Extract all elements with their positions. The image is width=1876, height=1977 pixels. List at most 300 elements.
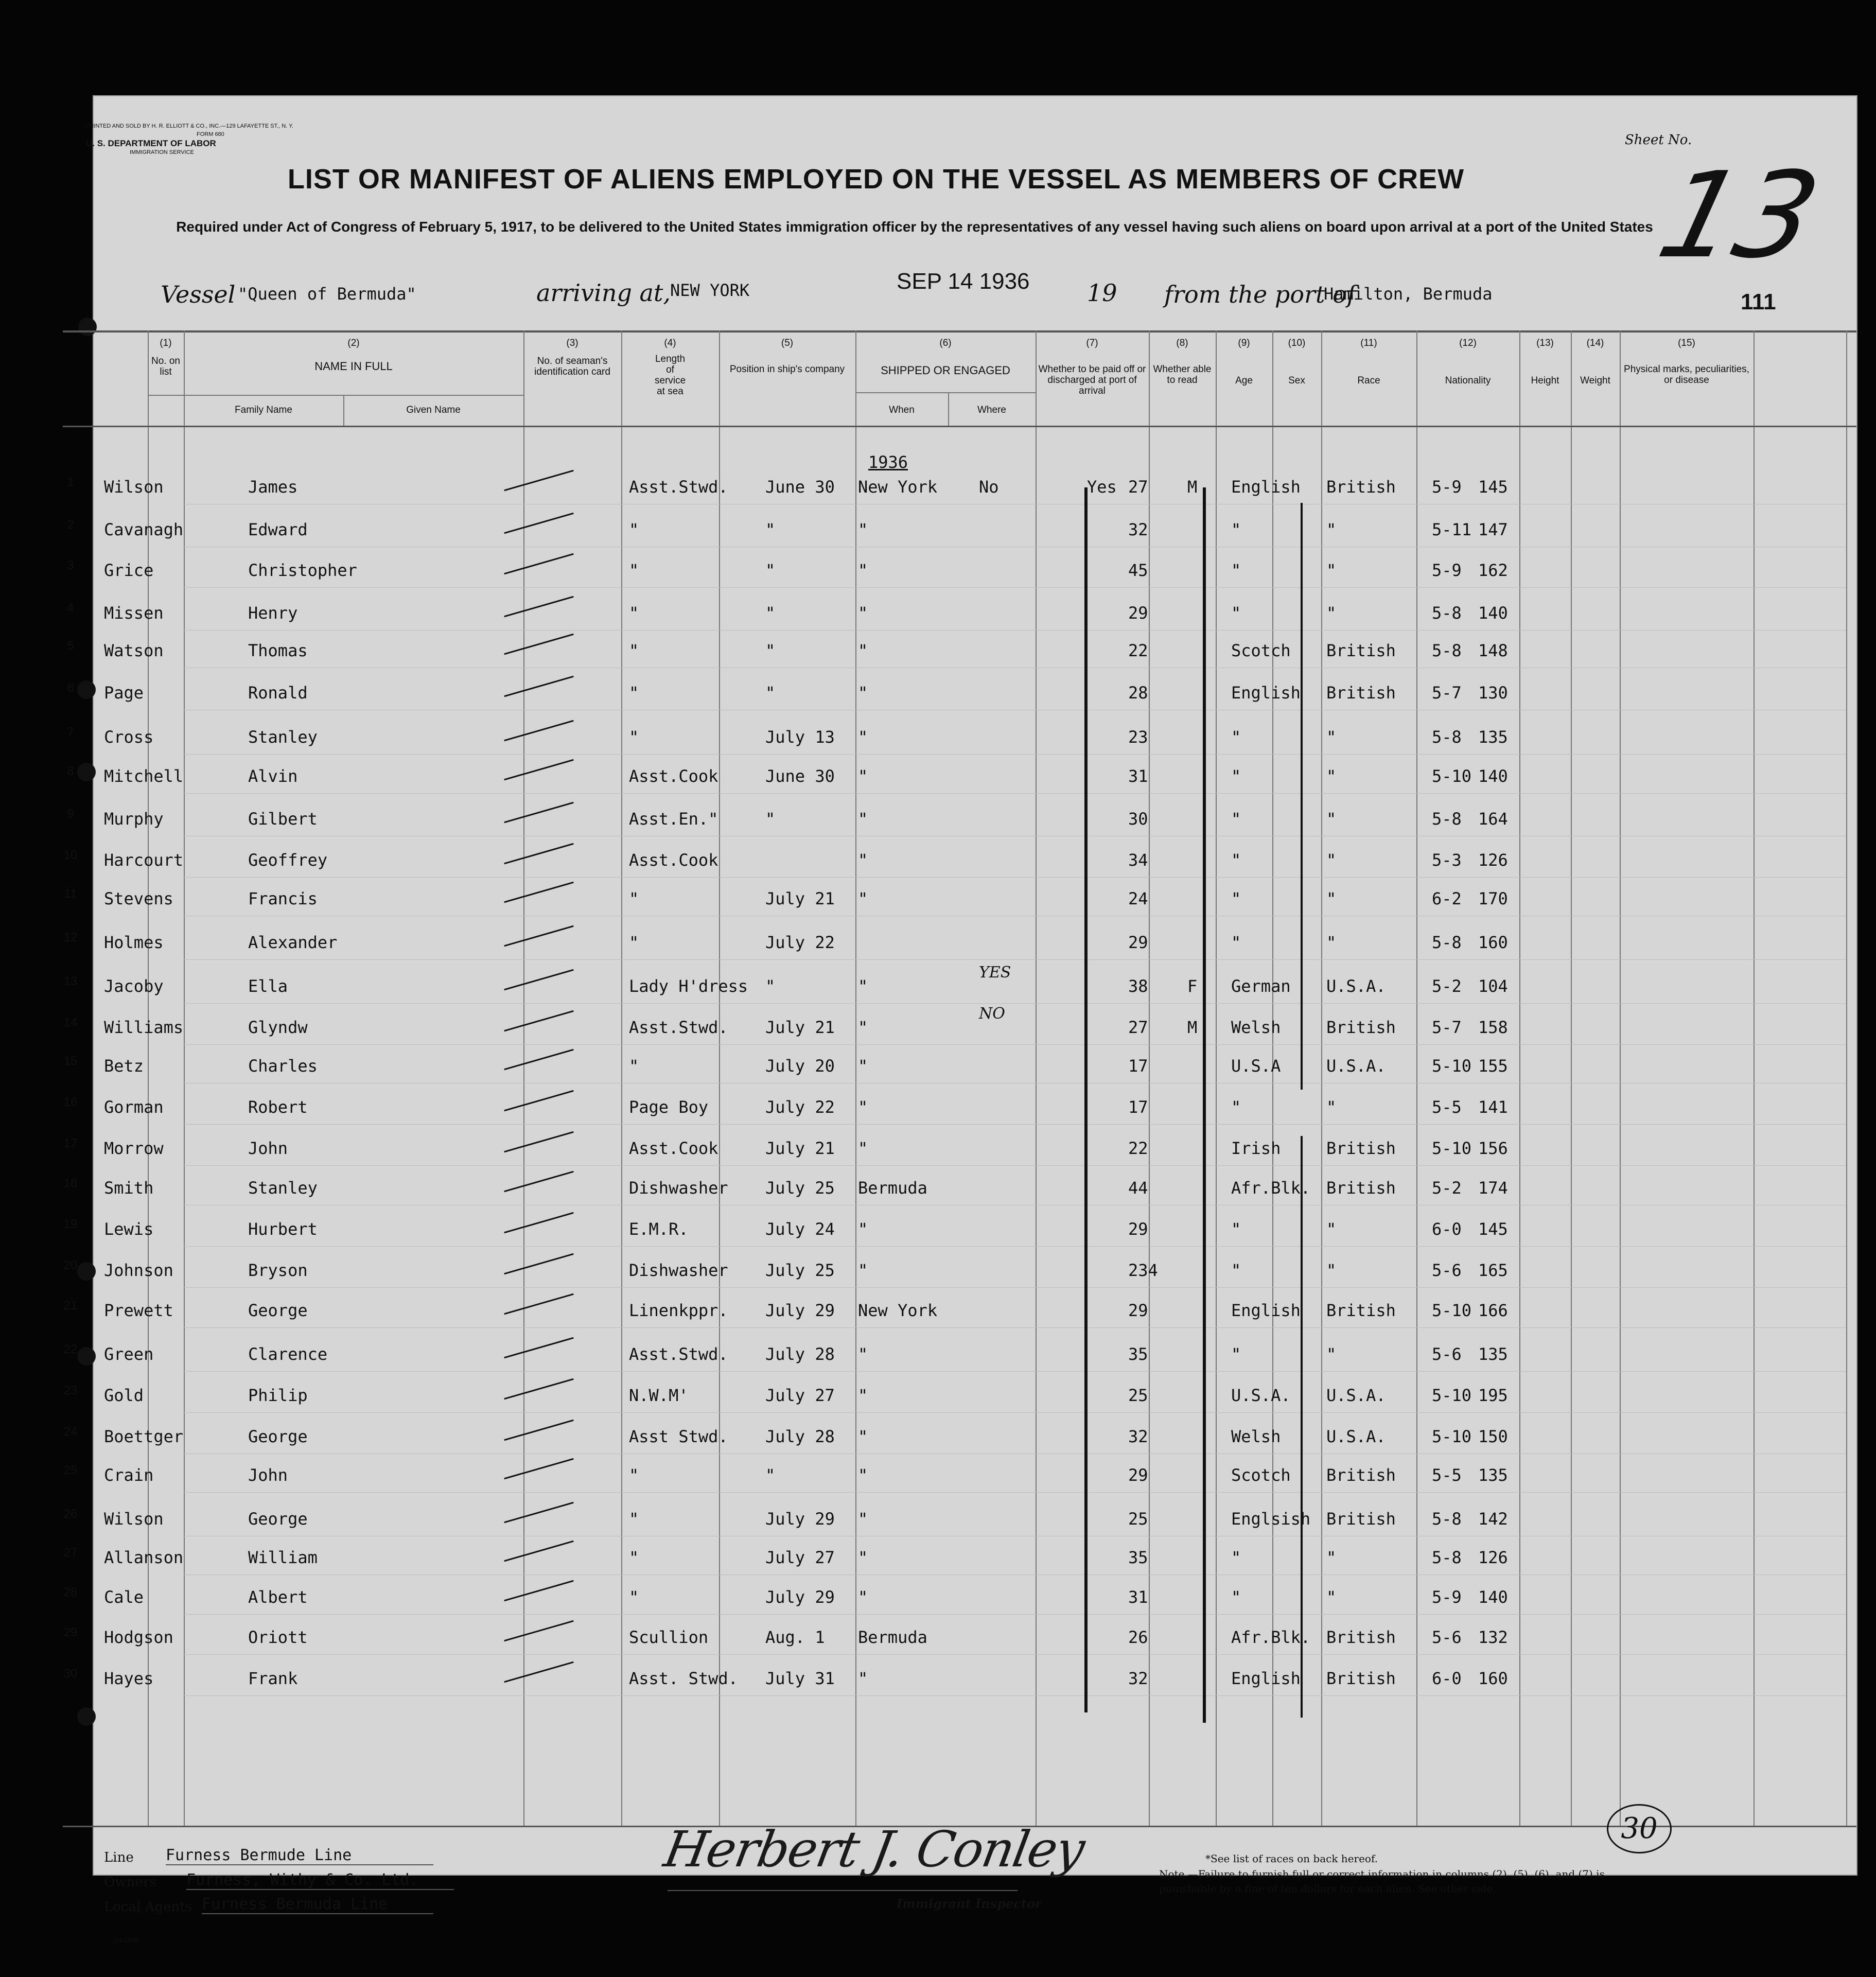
col-line bbox=[855, 330, 856, 1826]
cell-given: George bbox=[248, 1427, 308, 1446]
check-mark bbox=[504, 470, 573, 491]
cell-race: Welsh bbox=[1231, 1427, 1281, 1446]
top-rule bbox=[63, 330, 1856, 333]
check-mark bbox=[504, 513, 573, 534]
col-line bbox=[1321, 330, 1322, 1826]
cell-weight: 142 bbox=[1478, 1509, 1508, 1529]
check-mark bbox=[504, 1010, 573, 1031]
cell-age: 29 bbox=[1128, 603, 1148, 623]
cell-no: 7 bbox=[67, 725, 74, 739]
cell-where: " bbox=[858, 1097, 868, 1117]
cell-no: 12 bbox=[63, 931, 78, 944]
cell-race: " bbox=[1231, 889, 1241, 908]
col-line bbox=[1620, 330, 1621, 1826]
cell-position: " bbox=[629, 727, 639, 747]
cell-no: 10 bbox=[63, 848, 78, 862]
cell-no: 17 bbox=[63, 1136, 78, 1150]
cell-when: July 22 bbox=[765, 1097, 835, 1117]
cell-position: " bbox=[629, 889, 639, 908]
form-code: 14-1840 bbox=[114, 1936, 139, 1944]
penalty-note: Note.—Failure to furnish full or correct information in columns (2), (5), (6), and (7) is punishable by a fine of ten dollars for each alien. See other side. bbox=[1159, 1868, 1605, 1895]
cell-where: " bbox=[858, 1548, 868, 1567]
col2-header: (2) NAME IN FULL bbox=[314, 338, 393, 373]
col-line bbox=[1149, 330, 1150, 1826]
cell-age: 38 bbox=[1128, 976, 1148, 996]
port-label: from the port of bbox=[1164, 281, 1356, 308]
sex-ditto-line bbox=[1301, 1136, 1303, 1718]
when-header: When bbox=[889, 405, 915, 415]
cell-weight: 135 bbox=[1478, 1344, 1508, 1364]
cell-age: 27 bbox=[1128, 477, 1148, 497]
cell-race: Scotch bbox=[1231, 1465, 1291, 1485]
cell-where: " bbox=[858, 1018, 868, 1037]
cell-height: 5-9 bbox=[1432, 1587, 1462, 1607]
cell-when: July 27 bbox=[765, 1386, 835, 1405]
cell-nat: British bbox=[1326, 1465, 1396, 1485]
punch-hole bbox=[77, 1707, 96, 1726]
check-mark bbox=[504, 1049, 573, 1070]
agents-label: Local Agents bbox=[104, 1899, 192, 1915]
arriving-port: NEW YORK bbox=[670, 281, 750, 300]
col-line bbox=[1519, 330, 1520, 1826]
cell-position: E.M.R. bbox=[629, 1219, 689, 1239]
cell-position: Dishwasher bbox=[629, 1261, 728, 1280]
cell-position: Lady H'dress bbox=[629, 976, 748, 996]
subtitle: Required under Act of Congress of February 5, 1917, to be delivered to the United States immigration officer by the representatives of any vessel having such aliens on board upon arrival at a port of the United States bbox=[176, 219, 1653, 235]
cell-when: July 25 bbox=[765, 1178, 835, 1198]
cell-weight: 165 bbox=[1478, 1261, 1508, 1280]
cell-height: 5-6 bbox=[1432, 1261, 1462, 1280]
check-mark bbox=[504, 925, 573, 947]
cell-weight: 156 bbox=[1478, 1139, 1508, 1158]
row-rule bbox=[184, 1412, 1846, 1413]
row-rule bbox=[184, 1574, 1846, 1575]
cell-no: 11 bbox=[64, 887, 77, 901]
cell-age: 34 bbox=[1128, 850, 1148, 870]
cell-where: " bbox=[858, 561, 868, 580]
cell-family: Stevens bbox=[104, 889, 173, 908]
cell-age: 29 bbox=[1128, 933, 1148, 952]
col-line bbox=[1846, 330, 1847, 1826]
cell-family: Gorman bbox=[104, 1097, 164, 1117]
cell-position: N.W.M' bbox=[629, 1386, 689, 1405]
cell-position: " bbox=[629, 641, 639, 660]
row-rule bbox=[184, 1044, 1846, 1045]
shipped-subheader-line bbox=[855, 392, 1036, 393]
col10-header: (10) Sex bbox=[1288, 338, 1306, 386]
cell-height: 5-10 bbox=[1432, 1427, 1472, 1446]
cell-where: " bbox=[858, 766, 868, 786]
cell-weight: 140 bbox=[1478, 603, 1508, 623]
cell-when: July 20 bbox=[765, 1056, 835, 1076]
cell-no: 9 bbox=[67, 807, 74, 821]
check-mark bbox=[504, 1337, 573, 1358]
cell-no: 19 bbox=[63, 1217, 78, 1231]
col-line bbox=[523, 330, 524, 1826]
cell-family: Crain bbox=[104, 1465, 154, 1485]
name-subheader-line bbox=[148, 395, 523, 396]
cell-family: Allanson bbox=[104, 1548, 184, 1567]
cell-given: Gilbert bbox=[248, 809, 318, 829]
row-rule bbox=[184, 1492, 1846, 1493]
cell-family: Green bbox=[104, 1344, 154, 1364]
cell-weight: 162 bbox=[1478, 561, 1508, 580]
cell-given: Clarence bbox=[248, 1344, 328, 1364]
cell-race: Afr.Blk. bbox=[1231, 1178, 1311, 1198]
cell-family: Grice bbox=[104, 561, 154, 580]
cell-weight: 126 bbox=[1478, 850, 1508, 870]
col-line bbox=[1571, 330, 1572, 1826]
col-line bbox=[1036, 330, 1037, 1826]
col11-header: (11) Race bbox=[1357, 338, 1380, 386]
cell-when: June 30 bbox=[765, 766, 835, 786]
cell-position: " bbox=[629, 1509, 639, 1529]
cell-when: July 29 bbox=[765, 1587, 835, 1607]
cell-age: 29 bbox=[1128, 1301, 1148, 1320]
cell-weight: 140 bbox=[1478, 766, 1508, 786]
cell-weight: 158 bbox=[1478, 1018, 1508, 1037]
cell-height: 5-9 bbox=[1432, 477, 1462, 497]
owners-label: Owners bbox=[104, 1875, 156, 1890]
cell-where: " bbox=[858, 603, 868, 623]
cell-when: " bbox=[765, 809, 776, 829]
cell-given: Hurbert bbox=[248, 1219, 318, 1239]
cell-position: " bbox=[629, 1056, 639, 1076]
circled-count: 30 bbox=[1607, 1804, 1672, 1853]
col-line bbox=[1416, 330, 1417, 1826]
cell-where: " bbox=[858, 1669, 868, 1688]
cell-nat: British bbox=[1326, 1628, 1396, 1647]
row-rule bbox=[184, 754, 1846, 755]
cell-when: " bbox=[765, 561, 776, 580]
check-mark bbox=[504, 1580, 573, 1601]
col-line bbox=[184, 330, 185, 1826]
cell-position: " bbox=[629, 603, 639, 623]
cell-position: " bbox=[629, 1465, 639, 1485]
cell-height: 5-8 bbox=[1432, 1509, 1462, 1529]
cell-weight: 141 bbox=[1478, 1097, 1508, 1117]
cell-no: 29 bbox=[63, 1625, 78, 1639]
cell-nat: British bbox=[1326, 641, 1396, 660]
page-title: LIST OR MANIFEST OF ALIENS EMPLOYED ON THE VESSEL AS MEMBERS OF CREW bbox=[287, 164, 1465, 195]
cell-where: " bbox=[858, 1344, 868, 1364]
year-note: 1936 bbox=[868, 452, 908, 472]
cell-where: " bbox=[858, 1139, 868, 1158]
row-rule bbox=[184, 1327, 1846, 1328]
cell-height: 6-0 bbox=[1432, 1669, 1462, 1688]
cell-age: 30 bbox=[1128, 809, 1148, 829]
cell-sex: M bbox=[1187, 1018, 1198, 1037]
cell-nat: British bbox=[1326, 1018, 1396, 1037]
service: IMMIGRATION SERVICE bbox=[130, 149, 194, 155]
check-mark bbox=[504, 1620, 573, 1641]
check-mark bbox=[504, 1661, 573, 1683]
cell-family: Watson bbox=[104, 641, 164, 660]
cell-height: 5-5 bbox=[1432, 1465, 1462, 1485]
check-mark bbox=[504, 1293, 573, 1315]
cell-race: " bbox=[1231, 561, 1241, 580]
cell-given: Charles bbox=[248, 1056, 318, 1076]
cell-family: Cross bbox=[104, 727, 154, 747]
row-rule bbox=[184, 1003, 1846, 1004]
cell-position: " bbox=[629, 561, 639, 580]
check-mark bbox=[504, 596, 573, 617]
agents-value: Furness Bermuda Line bbox=[202, 1895, 433, 1914]
cell-sex: M bbox=[1187, 477, 1198, 497]
cell-family: Cale bbox=[104, 1587, 144, 1607]
cell-no: 2 bbox=[67, 518, 74, 532]
cell-position: " bbox=[629, 683, 639, 703]
cell-family: Murphy bbox=[104, 809, 164, 829]
cell-where: " bbox=[858, 1427, 868, 1446]
cell-when: July 21 bbox=[765, 1018, 835, 1037]
cell-position: Asst.Cook bbox=[629, 850, 718, 870]
cell-given: William bbox=[248, 1548, 318, 1567]
cell-race: " bbox=[1231, 1587, 1241, 1607]
col-line bbox=[1216, 330, 1217, 1826]
cell-when: " bbox=[765, 520, 776, 539]
handwritten-sheet-number: 13 bbox=[1646, 147, 1832, 285]
cell-family: Morrow bbox=[104, 1139, 164, 1158]
cell-no: 6 bbox=[67, 681, 74, 695]
cell-given: Geoffrey bbox=[248, 850, 328, 870]
cell-family: Boettger bbox=[104, 1427, 184, 1446]
page-reference: 111 bbox=[1741, 289, 1776, 314]
cell-height: 5-8 bbox=[1432, 641, 1462, 660]
cell-race: Afr.Blk. bbox=[1231, 1628, 1311, 1647]
sex-ditto-line bbox=[1301, 503, 1303, 1090]
check-mark bbox=[504, 634, 573, 655]
printer-line: PRINTED AND SOLD BY H. R. ELLIOTT & CO., INC.—129 LAFAYETTE ST., N. Y. bbox=[86, 123, 294, 129]
cell-nat: U.S.A. bbox=[1326, 976, 1386, 996]
cell-no: 30 bbox=[63, 1667, 78, 1681]
cell-age: 45 bbox=[1128, 561, 1148, 580]
cell-position: Scullion bbox=[629, 1628, 709, 1647]
cell-no: 5 bbox=[67, 639, 74, 653]
cell-given: Glyndw bbox=[248, 1018, 308, 1037]
cell-age: 26 bbox=[1128, 1628, 1148, 1647]
cell-weight: 174 bbox=[1478, 1178, 1508, 1198]
cell-where: " bbox=[858, 1587, 868, 1607]
cell-read: Yes bbox=[1087, 477, 1117, 497]
check-mark bbox=[504, 720, 573, 741]
cell-no: 14 bbox=[63, 1016, 78, 1029]
cell-race: " bbox=[1231, 1548, 1241, 1567]
cell-age: 22 bbox=[1128, 641, 1148, 660]
col-line bbox=[719, 330, 720, 1826]
cell-nat: " bbox=[1326, 1548, 1337, 1567]
cell-height: 5-9 bbox=[1432, 561, 1462, 580]
cell-no: 24 bbox=[63, 1425, 78, 1439]
row-rule bbox=[184, 1246, 1846, 1247]
cell-no: 21 bbox=[63, 1299, 78, 1313]
cell-when: July 31 bbox=[765, 1669, 835, 1688]
cell-position: Asst.En." bbox=[629, 809, 718, 829]
cell-where: New York bbox=[858, 477, 938, 497]
cell-given: Edward bbox=[248, 520, 308, 539]
col-line bbox=[148, 330, 149, 1826]
cell-position: " bbox=[629, 933, 639, 952]
cell-age: 22 bbox=[1128, 1139, 1148, 1158]
cell-height: 5-10 bbox=[1432, 1386, 1472, 1405]
cell-age: 29 bbox=[1128, 1219, 1148, 1239]
cell-when: June 30 bbox=[765, 477, 835, 497]
header-bottom-rule bbox=[63, 426, 1856, 427]
cell-age: 31 bbox=[1128, 1587, 1148, 1607]
cell-where: " bbox=[858, 1056, 868, 1076]
cell-weight: 166 bbox=[1478, 1301, 1508, 1320]
col6-header: (6) SHIPPED OR ENGAGED bbox=[881, 338, 1010, 377]
check-mark bbox=[504, 759, 573, 780]
cell-when: " bbox=[765, 683, 776, 703]
cell-race: Welsh bbox=[1231, 1018, 1281, 1037]
cell-given: Christopher bbox=[248, 561, 357, 580]
cell-weight: 145 bbox=[1478, 1219, 1508, 1239]
cell-where: " bbox=[858, 1509, 868, 1529]
cell-nat: U.S.A. bbox=[1326, 1056, 1386, 1076]
cell-weight: 170 bbox=[1478, 889, 1508, 908]
cell-race: U.S.A bbox=[1231, 1056, 1281, 1076]
cell-age: 234 bbox=[1128, 1261, 1158, 1280]
check-mark bbox=[504, 1502, 573, 1523]
arriving-label: arriving at, bbox=[536, 279, 671, 307]
cell-position: Asst.Stwd. bbox=[629, 1344, 728, 1364]
check-mark bbox=[504, 676, 573, 697]
cell-given: Francis bbox=[248, 889, 318, 908]
cell-age: 29 bbox=[1128, 1465, 1148, 1485]
cell-nat: " bbox=[1326, 850, 1337, 870]
cell-height: 5-5 bbox=[1432, 1097, 1462, 1117]
cell-race: " bbox=[1231, 1219, 1241, 1239]
cell-age: 27 bbox=[1128, 1018, 1148, 1037]
cell-weight: 130 bbox=[1478, 683, 1508, 703]
row-rule bbox=[184, 1695, 1846, 1696]
cell-position: Dishwasher bbox=[629, 1178, 728, 1198]
cell-paid: NO bbox=[979, 1005, 1005, 1023]
col13-header: (13) Height bbox=[1531, 338, 1559, 386]
cell-no: 1 bbox=[67, 475, 74, 489]
cell-age: 32 bbox=[1128, 1669, 1148, 1688]
cell-age: 17 bbox=[1128, 1056, 1148, 1076]
owners-value: Furness, Withy & Co. Ltd. bbox=[186, 1871, 454, 1890]
cell-given: John bbox=[248, 1465, 288, 1485]
cell-when: July 13 bbox=[765, 727, 835, 747]
cell-weight: 160 bbox=[1478, 1669, 1508, 1688]
paid-ditto-line bbox=[1084, 487, 1088, 1712]
row-rule bbox=[184, 1287, 1846, 1288]
cell-no: 27 bbox=[63, 1546, 78, 1560]
cell-age: 25 bbox=[1128, 1509, 1148, 1529]
cell-nat: British bbox=[1326, 1669, 1396, 1688]
cell-age: 31 bbox=[1128, 766, 1148, 786]
cell-where: " bbox=[858, 683, 868, 703]
cell-height: 5-10 bbox=[1432, 766, 1472, 786]
cell-given: Frank bbox=[248, 1669, 298, 1688]
cell-family: Page bbox=[104, 683, 144, 703]
cell-when: July 29 bbox=[765, 1301, 835, 1320]
check-mark bbox=[504, 969, 573, 990]
cell-paid: No bbox=[979, 477, 999, 497]
cell-age: 24 bbox=[1128, 889, 1148, 908]
cell-age: 35 bbox=[1128, 1548, 1148, 1567]
row-rule bbox=[184, 877, 1846, 878]
inspector-label: Immigrant Inspector bbox=[897, 1896, 1042, 1911]
cell-when: July 27 bbox=[765, 1548, 835, 1567]
cell-family: Smith bbox=[104, 1178, 154, 1198]
check-mark bbox=[504, 802, 573, 823]
col14-header: (14) Weight bbox=[1580, 338, 1610, 386]
cell-given: Bryson bbox=[248, 1261, 308, 1280]
vessel-name: "Queen of Bermuda" bbox=[238, 284, 416, 304]
cell-given: George bbox=[248, 1301, 308, 1320]
cell-position: Asst.Stwd. bbox=[629, 477, 728, 497]
cell-nat: " bbox=[1326, 889, 1337, 908]
cell-given: Ronald bbox=[248, 683, 308, 703]
check-mark bbox=[504, 843, 573, 864]
cell-nat: U.S.A. bbox=[1326, 1386, 1386, 1405]
col-line bbox=[1272, 330, 1273, 1826]
cell-height: 5-8 bbox=[1432, 1548, 1462, 1567]
cell-where: " bbox=[858, 1261, 868, 1280]
cell-nat: " bbox=[1326, 520, 1337, 539]
cell-when: " bbox=[765, 1465, 776, 1485]
cell-weight: 150 bbox=[1478, 1427, 1508, 1446]
cell-where: Bermuda bbox=[858, 1628, 927, 1647]
cell-when: July 28 bbox=[765, 1344, 835, 1364]
date-stamp: SEP 14 1936 bbox=[897, 269, 1030, 294]
cell-race: " bbox=[1231, 1097, 1241, 1117]
cell-no: 3 bbox=[67, 558, 74, 572]
cell-family: Betz bbox=[104, 1056, 144, 1076]
cell-when: July 28 bbox=[765, 1427, 835, 1446]
cell-race: " bbox=[1231, 603, 1241, 623]
cell-height: 6-2 bbox=[1432, 889, 1462, 908]
cell-family: Hodgson bbox=[104, 1628, 173, 1647]
cell-given: Philip bbox=[248, 1386, 308, 1405]
cell-no: 8 bbox=[67, 764, 74, 778]
cell-given: Oriott bbox=[248, 1628, 308, 1647]
row-rule bbox=[184, 630, 1846, 631]
read-ditto-line bbox=[1203, 487, 1206, 1723]
cell-nat: British bbox=[1326, 683, 1396, 703]
row-rule bbox=[184, 587, 1846, 588]
cell-family: Gold bbox=[104, 1386, 144, 1405]
cell-height: 5-8 bbox=[1432, 727, 1462, 747]
race-note: *See list of races on back hereof. bbox=[1205, 1852, 1378, 1865]
where-header: Where bbox=[977, 405, 1006, 415]
cell-position: Asst. Stwd. bbox=[629, 1669, 738, 1688]
cell-race: " bbox=[1231, 809, 1241, 829]
cell-height: 5-10 bbox=[1432, 1301, 1472, 1320]
line-value: Furness Bermude Line bbox=[166, 1846, 433, 1865]
cell-given: Robert bbox=[248, 1097, 308, 1117]
check-mark bbox=[504, 1090, 573, 1111]
cell-age: 28 bbox=[1128, 683, 1148, 703]
cell-given: Alvin bbox=[248, 766, 298, 786]
col-line bbox=[1754, 330, 1755, 1826]
cell-position: Page Boy bbox=[629, 1097, 709, 1117]
cell-no: 13 bbox=[63, 974, 78, 988]
given-name-header: Given Name bbox=[406, 405, 461, 415]
check-mark bbox=[504, 1378, 573, 1399]
cell-no: 22 bbox=[63, 1342, 78, 1356]
col4-header: (4) Length of service at sea bbox=[655, 338, 686, 397]
cell-family: Wilson bbox=[104, 477, 164, 497]
cell-family: Cavanagh bbox=[104, 520, 184, 539]
cell-height: 6-0 bbox=[1432, 1219, 1462, 1239]
cell-family: Williams bbox=[104, 1018, 184, 1037]
cell-position: " bbox=[629, 1587, 639, 1607]
